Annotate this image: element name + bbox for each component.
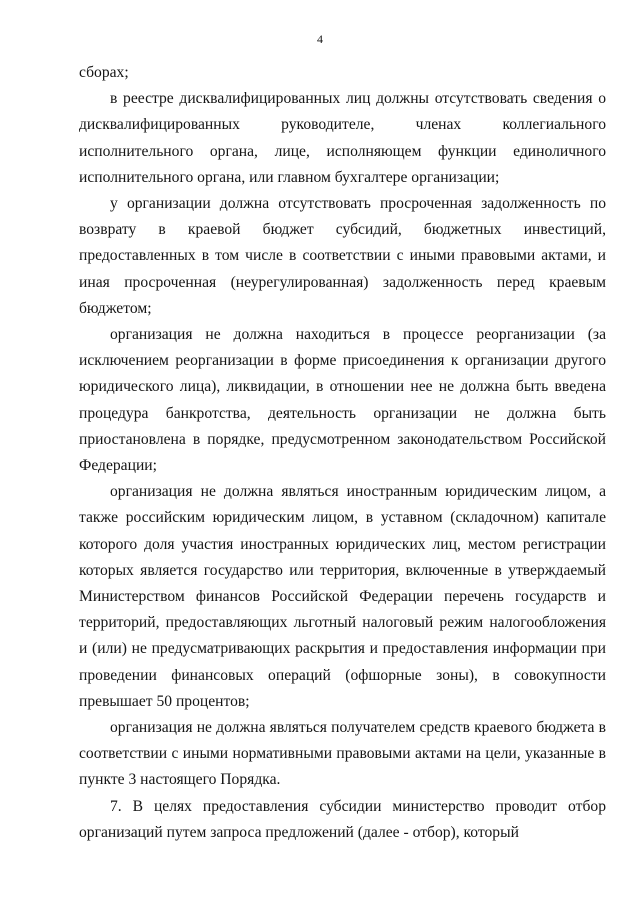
paragraph-selection-procedure: 7. В целях предоставления субсидии министерство проводит отбор организаций путем запроса предложений (далее - отбор), который <box>79 797 606 841</box>
paragraph-foreign-entity: организация не должна являться иностранным юридическим лицом, а также российским юридическим лицом, в уставном (складочном) капитале которого доля участия иностранных юридических лиц, местом регистрации которых является государство или территория, включенные в утверждаемый Министерством финансов Российской Федерации перечень государств и территорий, предоставляющих льготный налоговый режим налогообложения и (или) не предусматривающих раскрытия и предоставления информации при проведении финансовых операций (офшорные зоны), в совокупности превышает 50 процентов; <box>79 483 606 710</box>
paragraph-continuation: сборах; <box>79 64 129 81</box>
paragraph-reorganization: организация не должна находиться в процессе реорганизации (за исключением реорганизации в форме присоединения к организации другого юридического лица), ликвидации, в отношении нее не должна быть введена процедура банкротства, деятельность организации не должна быть приостановлена в порядке, предусмотренном законодательством Российской Федерации; <box>79 326 606 475</box>
document-body <box>79 60 606 846</box>
paragraph-budget-recipient: организация не должна являться получателем средств краевого бюджета в соответствии с иными нормативными правовыми актами на цели, указанные в пункте 3 настоящего Порядка. <box>79 719 606 789</box>
paragraph-disqualified-persons: в реестре дисквалифицированных лиц должны отсутствовать сведения о дисквалифицированных руководителе, членах коллегиального исполнительного органа, лице, исполняющем функции единоличного исполнительного органа, или главном бухгалтере организации; <box>79 90 606 186</box>
paragraph-overdue-debt: у организации должна отсутствовать просроченная задолженность по возврату в краевой бюджет субсидий, бюджетных инвестиций, предоставленных в том числе в соответствии с иными правовыми актами, и иная просроченная (неурегулированная) задолженность перед краевым бюджетом; <box>79 195 606 317</box>
page-number: 4 <box>317 32 323 46</box>
